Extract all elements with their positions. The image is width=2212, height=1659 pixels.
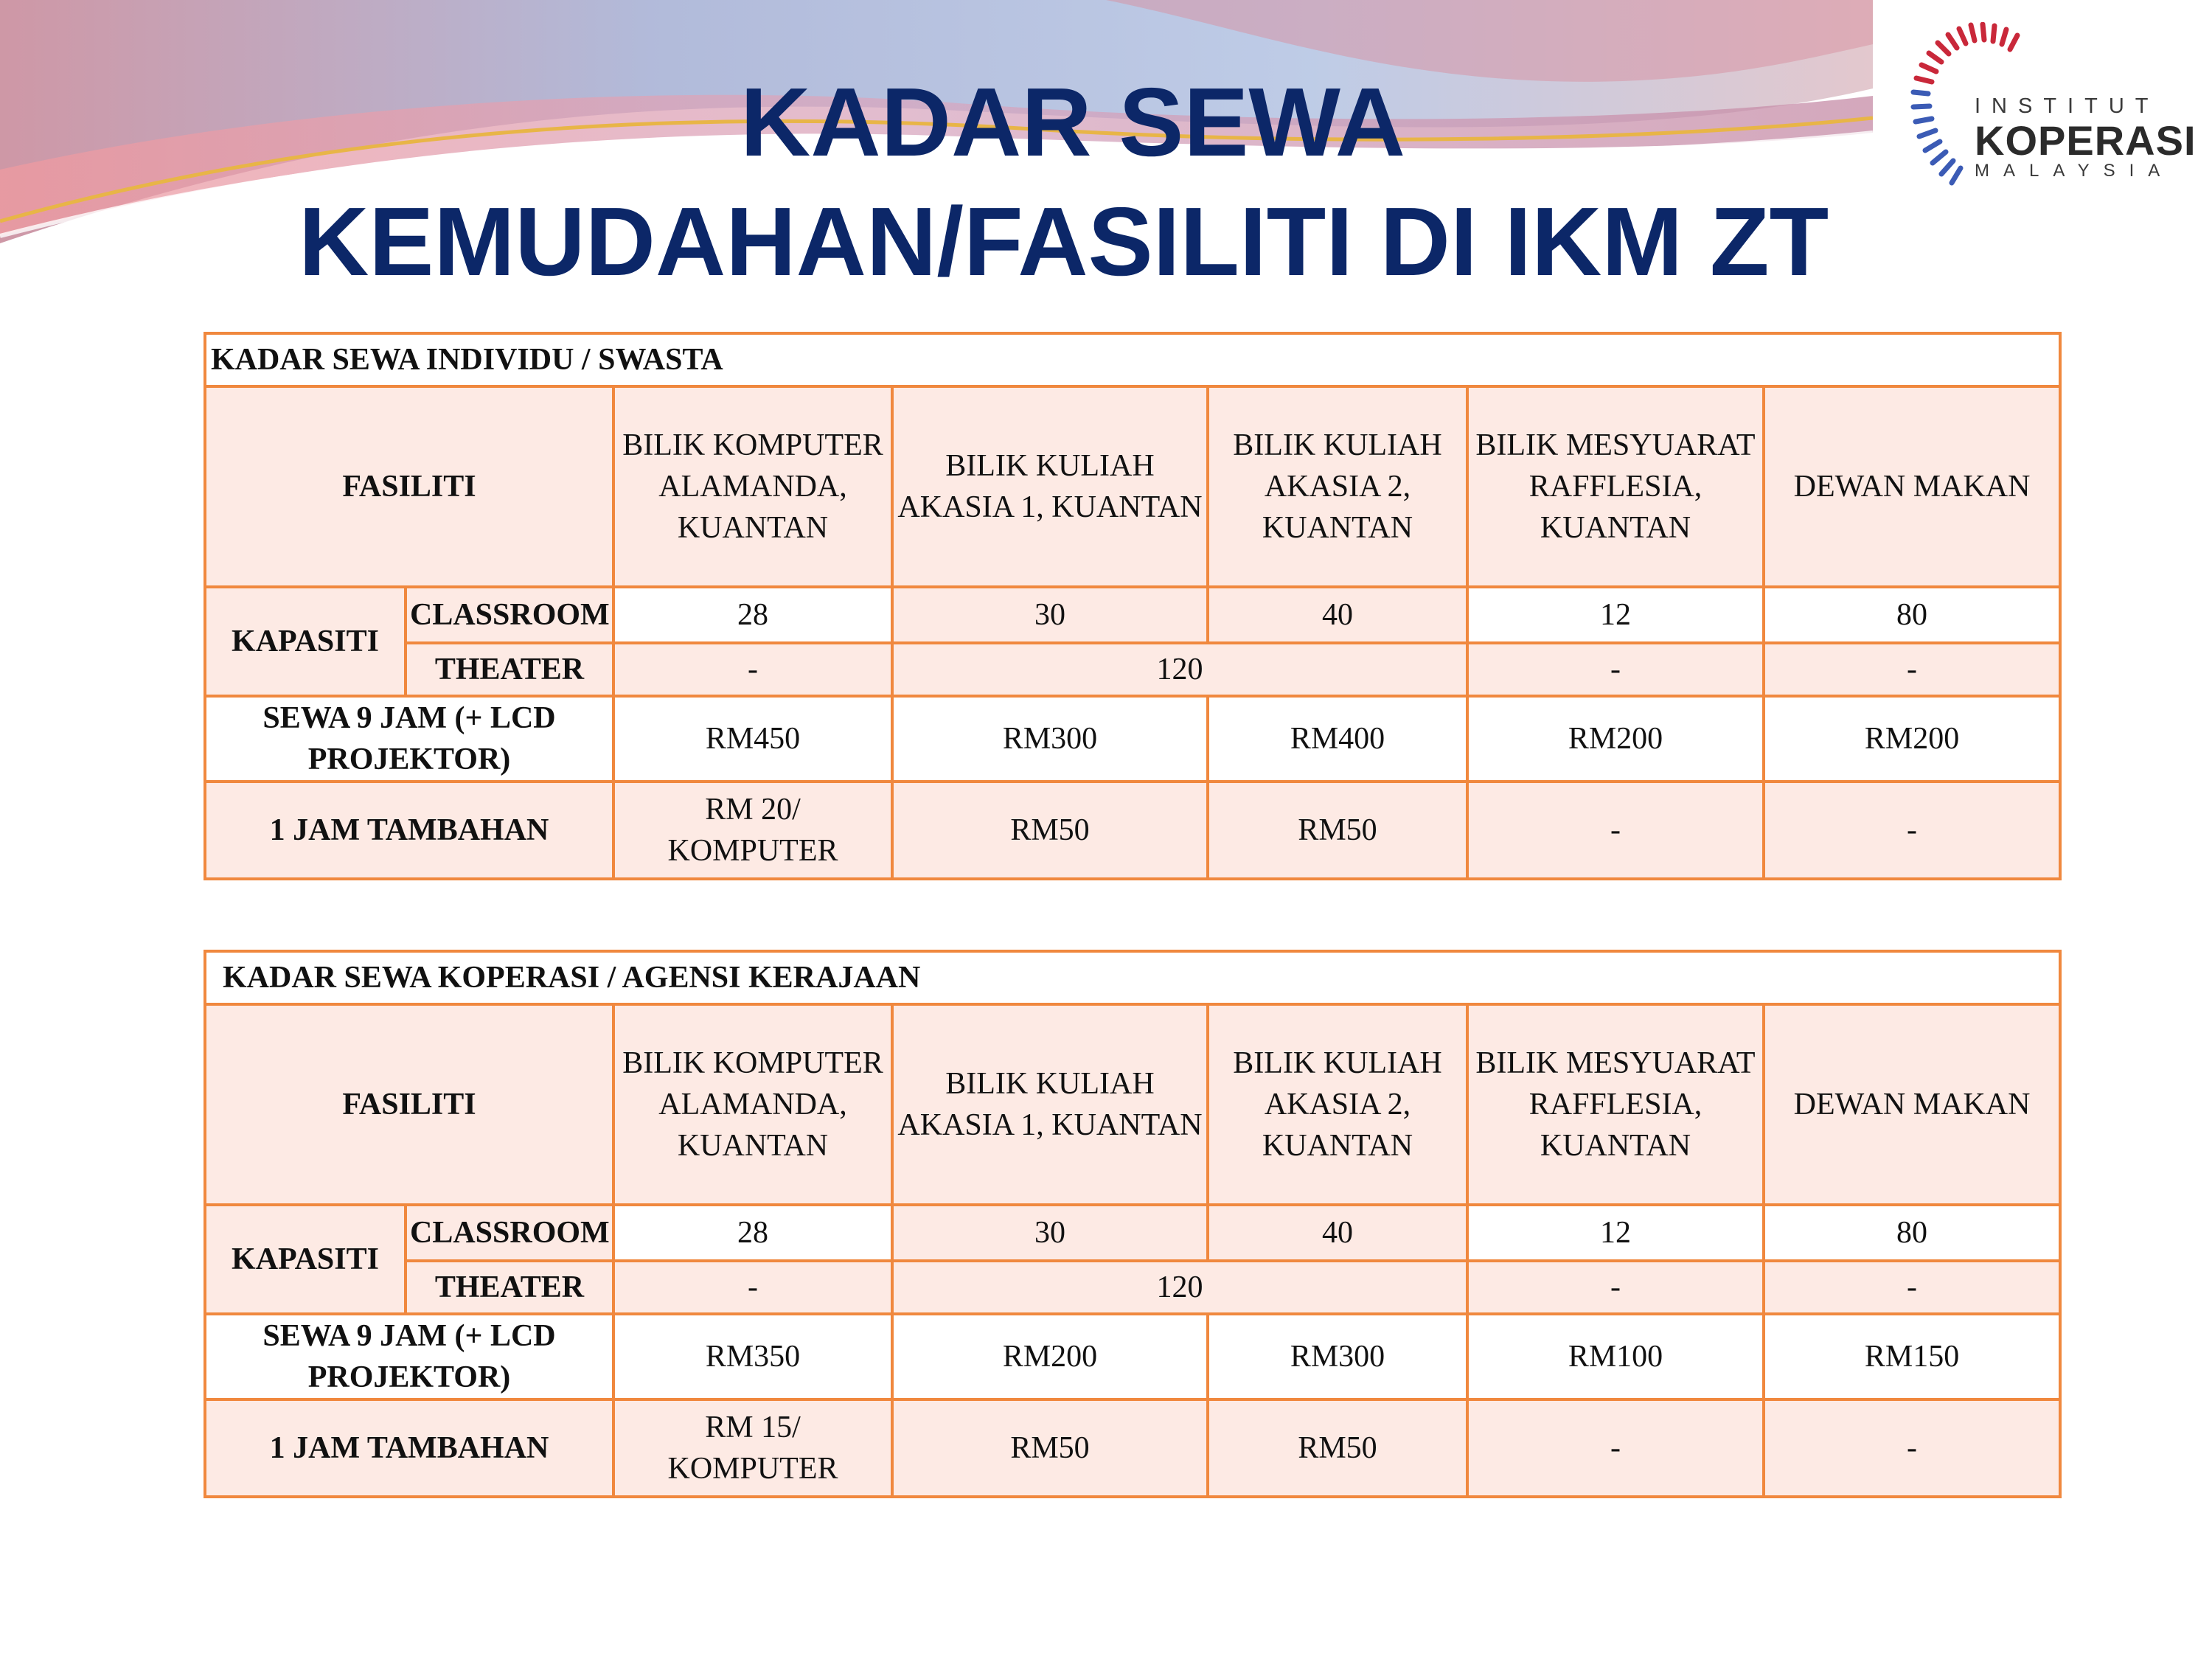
classroom-cell: 30 [892, 587, 1208, 643]
page-title-line1: KADAR SEWA [740, 68, 1406, 176]
rate-table-koperasi [204, 950, 2062, 1498]
classroom-label: CLASSROOM [406, 587, 613, 643]
logo-text-institut: INSTITUT [1975, 94, 2160, 118]
facility-header: BILIK KULIAH AKASIA 2, KUANTAN [1208, 1004, 1467, 1205]
rent-cell: RM350 [613, 1314, 892, 1399]
classroom-cell: 40 [1208, 1205, 1467, 1261]
extra-hour-cell: - [1467, 1399, 1764, 1497]
rent-label: SEWA 9 JAM (+ LCD PROJEKTOR) [205, 1314, 613, 1399]
extra-hour-label: 1 JAM TAMBAHAN [205, 782, 613, 879]
theater-label: THEATER [406, 643, 613, 696]
facility-header: BILIK KOMPUTER ALAMANDA, KUANTAN [613, 386, 892, 587]
facility-header-label: FASILITI [205, 386, 613, 587]
facility-header: DEWAN MAKAN [1764, 1004, 2060, 1205]
facility-header: BILIK KULIAH AKASIA 2, KUANTAN [1208, 386, 1467, 587]
facility-header: BILIK MESYUARAT RAFFLESIA, KUANTAN [1467, 1004, 1764, 1205]
logo-text-malaysia: MALAYSIA [1975, 161, 2174, 181]
table-caption: KADAR SEWA INDIVIDU / SWASTA [205, 333, 2060, 386]
facility-header: BILIK KOMPUTER ALAMANDA, KUANTAN [613, 1004, 892, 1205]
classroom-cell: 28 [613, 587, 892, 643]
table-caption: KADAR SEWA KOPERASI / AGENSI KERAJAAN [205, 951, 2060, 1004]
theater-cell-merged: 120 [892, 643, 1467, 696]
theater-cell: - [1467, 643, 1764, 696]
extra-hour-cell: - [1764, 1399, 2060, 1497]
extra-hour-cell: RM 20/ KOMPUTER [613, 782, 892, 879]
capacity-label: KAPASITI [205, 1205, 406, 1314]
rent-cell: RM150 [1764, 1314, 2060, 1399]
facility-header: BILIK KULIAH AKASIA 1, KUANTAN [892, 1004, 1208, 1205]
facility-header: BILIK MESYUARAT RAFFLESIA, KUANTAN [1467, 386, 1764, 587]
facility-header: DEWAN MAKAN [1764, 386, 2060, 587]
logo-text-koperasi: KOPERASI [1975, 117, 2197, 164]
extra-hour-cell: RM50 [1208, 1399, 1467, 1497]
capacity-label: KAPASITI [205, 587, 406, 696]
theater-cell: - [1764, 1261, 2060, 1314]
extra-hour-cell: RM50 [1208, 782, 1467, 879]
theater-cell: - [1467, 1261, 1764, 1314]
extra-hour-label: 1 JAM TAMBAHAN [205, 1399, 613, 1497]
theater-cell: - [1764, 643, 2060, 696]
theater-label: THEATER [406, 1261, 613, 1314]
extra-hour-cell: - [1764, 782, 2060, 879]
theater-cell: - [613, 643, 892, 696]
classroom-cell: 12 [1467, 1205, 1764, 1261]
classroom-cell: 40 [1208, 587, 1467, 643]
rate-table-individu [204, 332, 2062, 880]
classroom-label: CLASSROOM [406, 1205, 613, 1261]
extra-hour-cell: RM50 [892, 782, 1208, 879]
rent-cell: RM200 [1764, 696, 2060, 782]
classroom-cell: 12 [1467, 587, 1764, 643]
theater-cell: - [613, 1261, 892, 1314]
classroom-cell: 28 [613, 1205, 892, 1261]
classroom-cell: 30 [892, 1205, 1208, 1261]
classroom-cell: 80 [1764, 1205, 2060, 1261]
rent-cell: RM100 [1467, 1314, 1764, 1399]
theater-cell-merged: 120 [892, 1261, 1467, 1314]
classroom-cell: 80 [1764, 587, 2060, 643]
facility-header: BILIK KULIAH AKASIA 1, KUANTAN [892, 386, 1208, 587]
extra-hour-cell: RM50 [892, 1399, 1208, 1497]
extra-hour-cell: - [1467, 782, 1764, 879]
rent-cell: RM200 [1467, 696, 1764, 782]
facility-header-label: FASILITI [205, 1004, 613, 1205]
extra-hour-cell: RM 15/ KOMPUTER [613, 1399, 892, 1497]
rent-cell: RM450 [613, 696, 892, 782]
rent-cell: RM400 [1208, 696, 1467, 782]
page-title-line2: KEMUDAHAN/FASILITI DI IKM ZT [299, 187, 1829, 296]
rent-cell: RM300 [892, 696, 1208, 782]
rent-cell: RM200 [892, 1314, 1208, 1399]
rent-cell: RM300 [1208, 1314, 1467, 1399]
rent-label: SEWA 9 JAM (+ LCD PROJEKTOR) [205, 696, 613, 782]
